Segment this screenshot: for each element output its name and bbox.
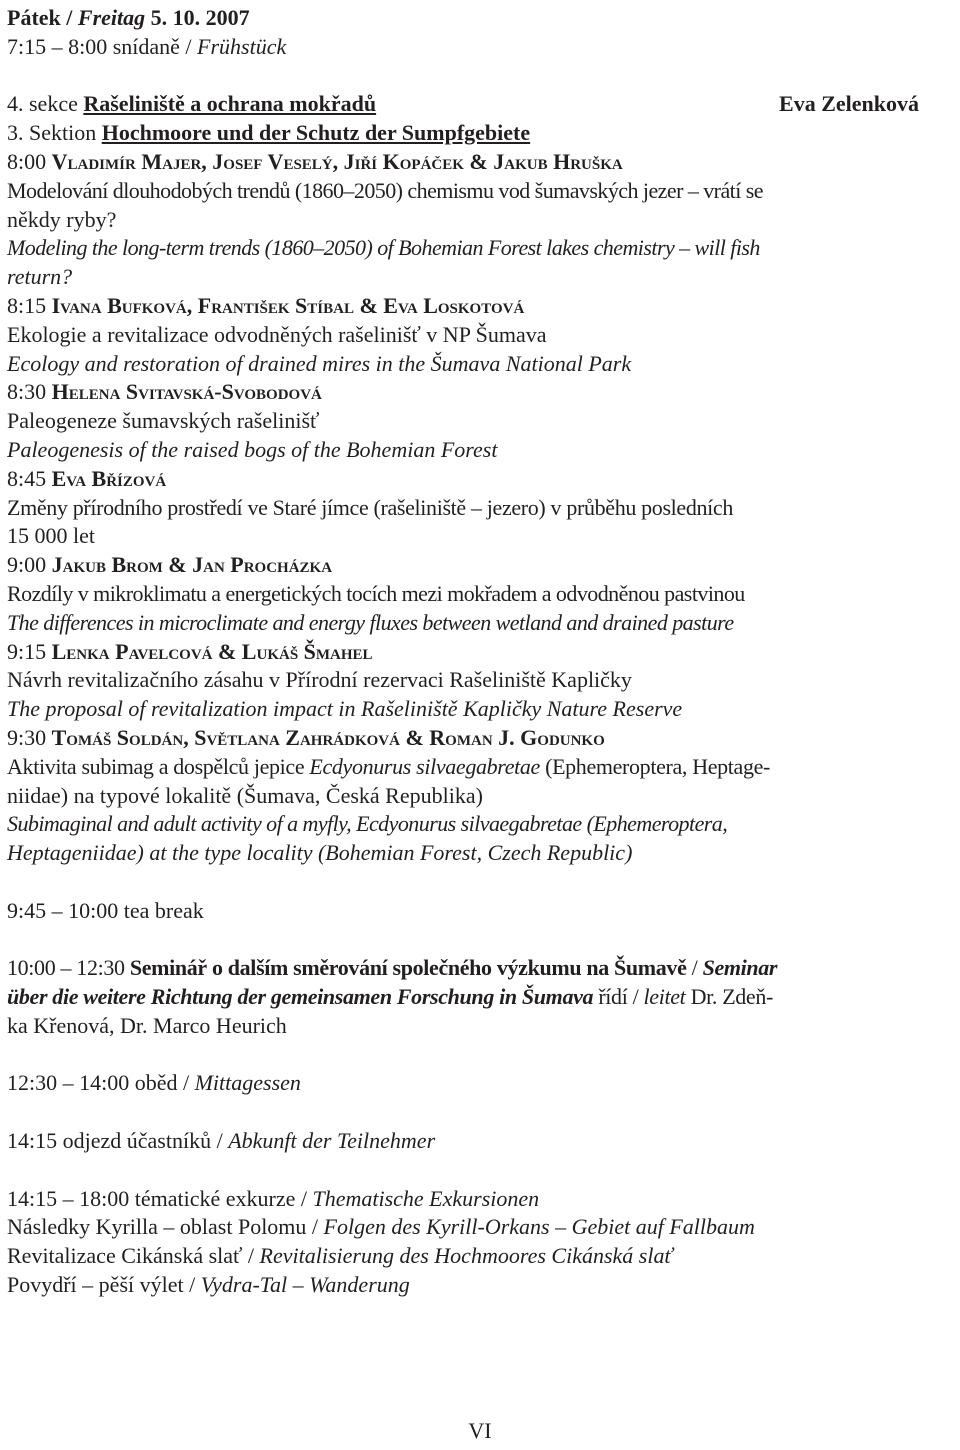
talk-time: 8:30 [7, 379, 52, 405]
talk-authors-line [7, 638, 957, 667]
talk-authors-line [7, 148, 957, 177]
programme-page [7, 4, 957, 1300]
day-label: Pátek / [7, 5, 78, 30]
talk-authors-line [7, 465, 957, 494]
date-label: 5. 10. 2007 [145, 5, 250, 30]
talk-title-en: return? [7, 264, 73, 290]
talk-time: 8:15 [7, 292, 52, 318]
day-label-de: Freitag [77, 5, 146, 30]
talk-authors: Lenka Pavelcová & Lukáš Šmahel [51, 638, 373, 664]
seminar-sep: / [686, 955, 703, 981]
excursions-text-de: Thematische Exkursionen [312, 1185, 540, 1211]
talk-title-cz-part: Aktivita subimag a dospělců jepice [7, 753, 310, 779]
talk-authors: Tomáš Soldán, Světlana Zahrádková & Roman J. Godunko [51, 724, 605, 750]
talk-authors-line [7, 378, 957, 407]
excursion-item [7, 1213, 957, 1242]
talk-title-cz: niidae) na typové lokalitě (Šumava, Česká Republika) [7, 782, 483, 808]
lunch-line [7, 1069, 957, 1098]
talk-time: 8:00 [7, 148, 52, 174]
section-title-cz-link: Rašeliniště a ochrana mokřadů [83, 91, 377, 117]
breakfast-text-de: Frühstück [197, 33, 287, 59]
talk-title-cz: Ekologie a revitalizace odvodněných rašelinišť v NP Šumava [7, 321, 547, 347]
excursion-item [7, 1242, 957, 1271]
talk-time: 9:00 [7, 552, 52, 578]
talk-time: 9:30 [7, 724, 52, 750]
excursion-item-de: Vydra-Tal – Wanderung [200, 1272, 410, 1298]
seminar-leads-de: leitet [643, 984, 686, 1010]
talk-title-en: Modeling the long-term trends (1860–2050) of Bohemian Forest lakes chemistry – will fish [7, 235, 760, 261]
seminar-title-cz: Seminář o dalším směrování společného výzkumu na Šumavě [129, 955, 687, 981]
seminar-leaders: ka Křenová, Dr. Marco Heurich [7, 1012, 287, 1038]
excursions-line [7, 1185, 957, 1214]
departure-line [7, 1127, 957, 1156]
section-prefix-cz: 4. sekce [7, 91, 84, 117]
page-number: VI [468, 1418, 492, 1443]
departure-text-de: Abkunft der Teilnehmer [228, 1128, 436, 1154]
seminar-line [7, 983, 957, 1012]
section-prefix-de: 3. Sektion [7, 120, 102, 146]
talk-authors-line [7, 292, 957, 321]
seminar-line [7, 954, 957, 983]
section-title-de-link: Hochmoore und der Schutz der Sumpfgebiete [101, 120, 531, 146]
excursion-item-de: Folgen des Kyrill-Orkans – Gebiet auf Fallbaum [323, 1214, 755, 1240]
talk-title-cz: Modelování dlouhodobých trendů (1860–2050) chemismu vod šumavských jezer – vrátí se [7, 177, 763, 203]
talk-title-cz: Návrh revitalizačního zásahu v Přírodní rezervaci Rašeliniště Kapličky [7, 667, 632, 693]
seminar-leaders: Dr. Zdeň- [685, 984, 773, 1010]
talk-authors-line [7, 724, 957, 753]
section-title-cz [7, 90, 957, 119]
talk-title-cz [7, 753, 957, 782]
departure-text: 14:15 odjezd účastníků / [7, 1128, 229, 1154]
breakfast-line [7, 33, 957, 62]
excursion-item-de: Revitalisierung des Hochmoores Cikánská slať [259, 1243, 673, 1269]
day-heading [7, 4, 957, 33]
talk-time: 9:15 [7, 638, 52, 664]
talk-authors: Ivana Bufková, František Stíbal & Eva Loskotová [51, 292, 525, 318]
seminar-time: 10:00 – 12:30 [7, 955, 130, 981]
excursion-item [7, 1271, 957, 1300]
seminar-leads: řídí / [593, 984, 644, 1010]
talk-time: 8:45 [7, 465, 52, 491]
talk-title-cz: 15 000 let [7, 523, 95, 549]
excursion-item-cz: Revitalizace Cikánská slať / [7, 1243, 260, 1269]
talk-authors: Helena Svitavská-Svobodová [51, 379, 322, 405]
talk-title-en: Heptageniidae) at the type locality (Bohemian Forest, Czech Republic) [7, 840, 633, 866]
talk-title-cz: Paleogeneze šumavských rašelinišť [7, 408, 320, 434]
talk-title-cz-part: (Ephemeroptera, Heptage- [539, 753, 771, 779]
lunch-text-de: Mittagessen [194, 1070, 301, 1096]
talk-title-en: Ecology and restoration of drained mires in the Šumava National Park [7, 350, 632, 376]
excursion-item-cz: Následky Kyrilla – oblast Polomu / [7, 1214, 324, 1240]
talk-title-cz: Změny přírodního prostředí ve Staré jímce (rašeliniště – jezero) v průběhu posledních [7, 494, 733, 520]
talk-authors-line [7, 551, 957, 580]
species-name: Ecdyonurus silvaegabretae [309, 753, 540, 779]
talk-title-cz: někdy ryby? [7, 206, 117, 232]
talk-title-en: The differences in microclimate and energy fluxes between wetland and drained pasture [7, 609, 734, 635]
excursion-item-cz: Povydří – pěší výlet / [7, 1272, 201, 1298]
section-title-de [7, 119, 957, 148]
talk-title-en: Paleogenesis of the raised bogs of the Bohemian Forest [7, 436, 498, 462]
talk-title-cz: Rozdíly v mikroklimatu a energetických tocích mezi mokřadem a odvodněnou pastvinou [7, 580, 745, 606]
section-chair: Eva Zelenková [779, 91, 919, 117]
tea-break: 9:45 – 10:00 tea break [7, 897, 204, 923]
talk-authors: Eva Břízová [51, 465, 167, 491]
talk-authors: Vladimír Majer, Josef Veselý, Jiří Kopáček & Jakub Hruška [51, 148, 623, 174]
excursions-text: 14:15 – 18:00 tématické exkurze / [7, 1185, 313, 1211]
talk-title-en: The proposal of revitalization impact in Rašeliniště Kapličky Nature Reserve [7, 696, 683, 722]
lunch-text: 12:30 – 14:00 oběd / [7, 1070, 195, 1096]
talk-authors: Jakub Brom & Jan Procházka [51, 552, 333, 578]
breakfast-text: 7:15 – 8:00 snídaně / [7, 33, 198, 59]
seminar-title-de: über die weitere Richtung der gemeinsamen Forschung in Šumava [7, 984, 594, 1010]
seminar-title-de: Seminar [702, 955, 778, 981]
talk-title-en: Subimaginal and adult activity of a myfly, Ecdyonurus silvaegabretae (Ephemeroptera, [7, 811, 728, 837]
